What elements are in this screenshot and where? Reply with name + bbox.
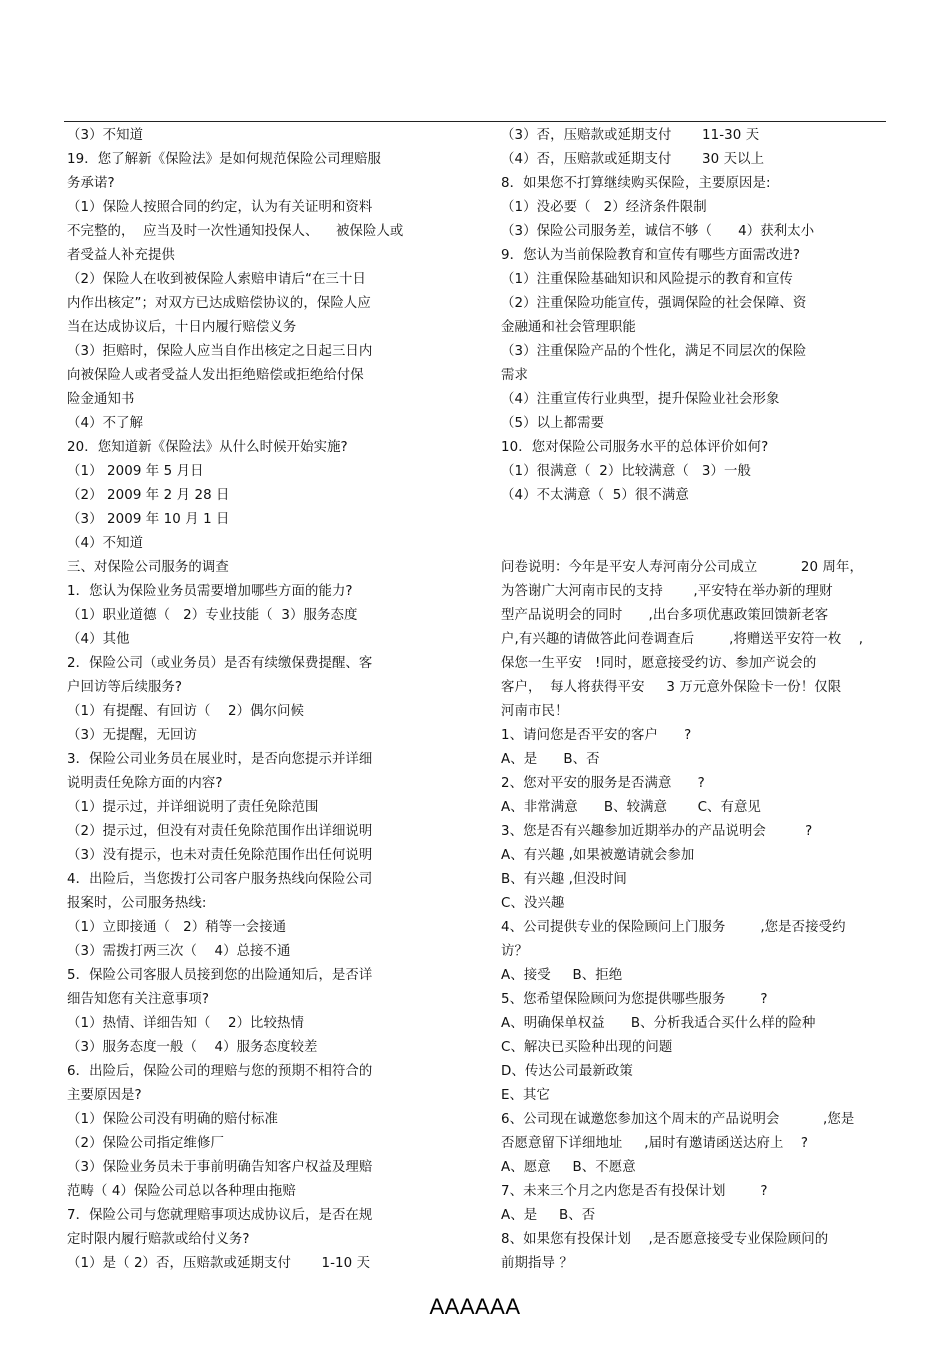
- text-line: （1）保险人按照合同的约定，认为有关证明和资料: [67, 200, 373, 215]
- text-line: （4）不知道: [67, 536, 144, 551]
- text-line: 问卷说明：今年是平安人寿河南分公司成立 20 周年，: [501, 560, 863, 575]
- text-line: 否愿意留下详细地址 ,届时有邀请函送达府上 ?: [501, 1136, 809, 1151]
- text-line: 为答谢广大河南市民的支持 ,平安特在举办新的理财: [501, 584, 833, 599]
- text-line: 河南市民！: [501, 704, 569, 719]
- text-line: 19．您了解新《保险法》是如何规范保险公司理赔服: [67, 152, 382, 167]
- text-line: 5、您希望保险顾问为您提供哪些服务 ?: [501, 992, 768, 1007]
- text-line: 4、公司提供专业的保险顾问上门服务 ,您是否接受约: [501, 920, 846, 935]
- text-line: 金融通和社会管理职能: [501, 320, 636, 335]
- text-line: A、有兴趣 ,如果被邀请就会参加: [501, 848, 695, 863]
- text-line: 客户， 每人将获得平安 3 万元意外保险卡一份！仅限: [501, 680, 842, 695]
- text-line: 当在达成协议后，十日内履行赔偿义务: [67, 320, 297, 335]
- text-line: 8．如果您不打算继续购买保险，主要原因是:: [501, 176, 771, 191]
- text-line: A、是 B、否: [501, 1208, 596, 1223]
- text-line: 细告知您有关注意事项?: [67, 992, 210, 1007]
- text-line: 3．保险公司业务员在展业时，是否向您提示并详细: [67, 752, 373, 767]
- text-line: （1）有提醒、有回访（ 2）偶尔问候: [67, 704, 305, 719]
- text-line: 需求: [501, 368, 528, 383]
- text-line: 险金通知书: [67, 392, 135, 407]
- text-line: （3）需拨打两三次（ 4）总接不通: [67, 944, 291, 959]
- text-line: （1）提示过，并详细说明了责任免除范围: [67, 800, 319, 815]
- text-line: （2）注重保险功能宣传，强调保险的社会保障、资: [501, 296, 807, 311]
- text-line: 6．出险后，保险公司的理赔与您的预期不相符合的: [67, 1064, 373, 1079]
- text-line: 者受益人补充提供: [67, 248, 175, 263]
- text-line: 10．您对保险公司服务水平的总体评价如何?: [501, 440, 769, 455]
- text-line: 范畴（ 4）保险公司总以各种理由拖赔: [67, 1184, 296, 1199]
- text-line: 户回访等后续服务?: [67, 680, 183, 695]
- text-line: （1）职业道德（ 2）专业技能（ 3）服务态度: [67, 608, 358, 623]
- text-line: （2）提示过，但没有对责任免除范围作出详细说明: [67, 824, 373, 839]
- text-line: 4．出险后，当您拨打公司客户服务热线向保险公司: [67, 872, 373, 887]
- text-line: （3）拒赔时，保险人应当自作出核定之日起三日内: [67, 344, 373, 359]
- text-line: 前期指导 ？: [501, 1256, 573, 1271]
- text-line: 内作出核定”；对双方已达成赔偿协议的，保险人应: [67, 296, 371, 311]
- text-line: （4）不了解: [67, 416, 144, 431]
- text-line: A、接受 B、拒绝: [501, 968, 623, 983]
- text-line: （1）是（ 2）否，压赔款或延期支付 1-10 天: [67, 1256, 371, 1271]
- text-line: 保您一生平安 !同时，愿意接受约访、参加产说会的: [501, 656, 817, 671]
- text-line: （1）保险公司没有明确的赔付标准: [67, 1112, 278, 1127]
- text-line: （3）不知道: [67, 128, 144, 143]
- text-line: （3）注重保险产品的个性化，满足不同层次的保险: [501, 344, 807, 359]
- text-line: 2、您对平安的服务是否满意 ?: [501, 776, 705, 791]
- text-line: 定时限内履行赔款或给付义务?: [67, 1232, 250, 1247]
- text-line: A、非常满意 B、较满意 C、有意见: [501, 800, 762, 815]
- left-column: [67, 124, 477, 1276]
- text-line: 1、请问您是否平安的客户 ?: [501, 728, 692, 743]
- text-line: （2）保险人在收到被保险人索赔申请后“在三十日: [67, 272, 366, 287]
- text-line: 不完整的， 应当及时一次性通知投保人、 被保险人或: [67, 224, 404, 239]
- text-line: （1）没必要（ 2）经济条件限制: [501, 200, 707, 215]
- text-line: 说明责任免除方面的内容?: [67, 776, 223, 791]
- right-column: [501, 124, 893, 1276]
- text-line: 7．保险公司与您就理赔事项达成协议后，是否在规: [67, 1208, 373, 1223]
- text-line: 报案时，公司服务热线:: [67, 896, 207, 911]
- text-line: （1）立即接通（ 2）稍等一会接通: [67, 920, 287, 935]
- text-line: （3）否，压赔款或延期支付 11-30 天: [501, 128, 760, 143]
- text-line: A、明确保单权益 B、分析我适合买什么样的险种: [501, 1016, 816, 1031]
- text-line: （3）无提醒，无回访: [67, 728, 198, 743]
- text-line: （3） 2009 年 10 月 1 日: [67, 512, 230, 527]
- text-line: 三、对保险公司服务的调查: [67, 560, 229, 575]
- text-line: 3、您是否有兴趣参加近期举办的产品说明会 ?: [501, 824, 813, 839]
- text-line: 1．您认为保险业务员需要增加哪些方面的能力?: [67, 584, 353, 599]
- text-line: （1）热情、详细告知（ 2）比较热情: [67, 1016, 305, 1031]
- text-line: 访？: [501, 944, 528, 959]
- text-line: A、是 B、否: [501, 752, 600, 767]
- text-line: （1） 2009 年 5 月日: [67, 464, 204, 479]
- text-line: A、愿意 B、不愿意: [501, 1160, 636, 1175]
- text-line: （4）不太满意（ 5）很不满意: [501, 488, 689, 503]
- text-line: 务承诺?: [67, 176, 115, 191]
- text-line: 6、公司现在诚邀您参加这个周末的产品说明会 ,您是: [501, 1112, 855, 1127]
- header-rule: [64, 121, 886, 122]
- text-line: （3）保险公司服务差，诚信不够（ 4）获利太小: [501, 224, 815, 239]
- text-line: （4）否，压赔款或延期支付 30 天以上: [501, 152, 765, 167]
- text-line: 20．您知道新《保险法》从什么时候开始实施?: [67, 440, 348, 455]
- text-line: 8、如果您有投保计划 ,是否愿意接受专业保险顾问的: [501, 1232, 829, 1247]
- text-line: （2） 2009 年 2 月 28 日: [67, 488, 230, 503]
- text-line: 7、未来三个月之内您是否有投保计划 ?: [501, 1184, 768, 1199]
- text-line: （2）保险公司指定维修厂: [67, 1136, 225, 1151]
- text-line: [501, 508, 893, 532]
- text-line: （1）很满意（ 2）比较满意（ 3）一般: [501, 464, 751, 479]
- text-line: （5）以上都需要: [501, 416, 605, 431]
- text-line: 2．保险公司（或业务员）是否有续缴保费提醒、客: [67, 656, 373, 671]
- text-line: 9．您认为当前保险教育和宣传有哪些方面需改进?: [501, 248, 801, 263]
- text-line: 向被保险人或者受益人发出拒绝赔偿或拒绝给付保: [67, 368, 364, 383]
- text-line: [501, 532, 893, 556]
- text-line: （3）服务态度一般（ 4）服务态度较差: [67, 1040, 318, 1055]
- text-line: （4）注重宣传行业典型，提升保险业社会形象: [501, 392, 780, 407]
- text-line: 主要原因是?: [67, 1088, 142, 1103]
- text-line: （4）其他: [67, 632, 130, 647]
- text-line: D、传达公司最新政策: [501, 1064, 633, 1079]
- text-line: C、没兴趣: [501, 896, 565, 911]
- text-line: （3）没有提示，也未对责任免除范围作出任何说明: [67, 848, 373, 863]
- text-line: E、其它: [501, 1088, 551, 1103]
- text-line: 户,有兴趣的请做答此问卷调查后 ,将赠送平安符一枚 ,: [501, 632, 864, 647]
- text-line: C、解决已买险种出现的问题: [501, 1040, 673, 1055]
- text-line: 5．保险公司客服人员接到您的出险通知后，是否详: [67, 968, 373, 983]
- text-line: 型产品说明会的同时 ,出台多项优惠政策回馈新老客: [501, 608, 829, 623]
- text-line: B、有兴趣 ,但没时间: [501, 872, 627, 887]
- text-line: （3）保险业务员未于事前明确告知客户权益及理赔: [67, 1160, 373, 1175]
- page-footer: AAAAAA: [429, 1294, 521, 1319]
- text-line: （1）注重保险基础知识和风险提示的教育和宣传: [501, 272, 793, 287]
